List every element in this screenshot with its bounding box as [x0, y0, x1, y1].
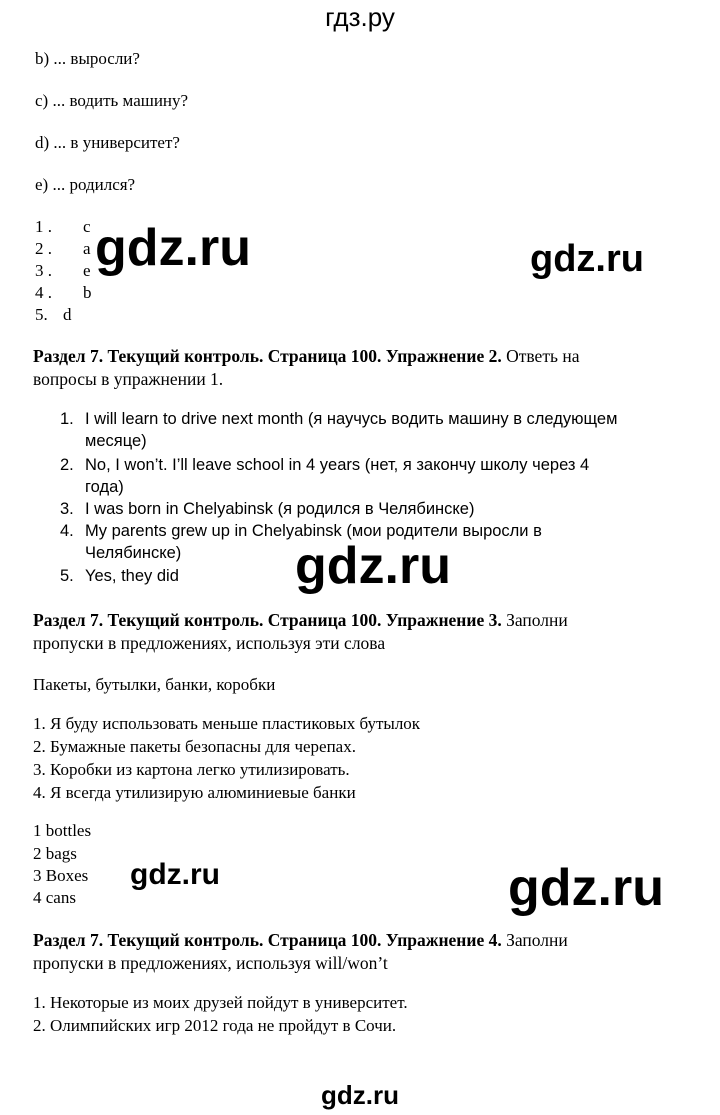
- match-val: a: [83, 239, 91, 258]
- ex3-answer: 2 bags: [33, 844, 77, 863]
- match-num: 1 .: [35, 217, 52, 236]
- ex2-item-4-cont: Челябинске): [85, 544, 182, 562]
- ex4-title-bold: Раздел 7. Текущий контроль. Страница 100. Упражнение 4.: [33, 930, 502, 950]
- ex2-item-5: 5. Yes, they did: [60, 567, 179, 585]
- ex2-item-4: 4. My parents grew up in Chelyabinsk (мои родители выросли в: [60, 522, 542, 540]
- question-c: c) ... водить машину?: [35, 91, 189, 110]
- match-num: 2 .: [35, 239, 52, 258]
- question-b: b) ... выросли?: [35, 49, 140, 68]
- ex2-item-1-cont: месяце): [85, 432, 147, 450]
- ex3-title-line2: пропуски в предложениях, используя эти слова: [33, 633, 386, 653]
- match-val: b: [83, 283, 92, 302]
- match-num: 3 .: [35, 261, 52, 280]
- question-e: e) ... родился?: [35, 175, 136, 194]
- ex2-item-1: 1. I will learn to drive next month (я научусь водить машину в следующем: [60, 410, 618, 428]
- ex3-sentence: 4. Я всегда утилизирую алюминиевые банки: [33, 783, 356, 802]
- match-answer-row: [35, 239, 91, 259]
- match-val: c: [83, 217, 91, 236]
- ex4-title: [33, 929, 685, 975]
- ex3-answer: 4 cans: [33, 888, 76, 907]
- ex2-item-2: 2. No, I won’t. I’ll leave school in 4 years (нет, я закончу школу через 4: [60, 456, 590, 474]
- ex3-title: [33, 609, 685, 655]
- ex2-title-line2: вопросы в упражнении 1.: [33, 369, 224, 389]
- ex2-item-3: 3. I was born in Chelyabinsk (я родился в Челябинске): [60, 500, 475, 518]
- match-num: 4 .: [35, 283, 52, 302]
- ex2-title-rest: Ответь на: [501, 346, 580, 366]
- ex4-sentence: 1. Некоторые из моих друзей пойдут в университет.: [33, 993, 408, 1012]
- ex3-sentence: 2. Бумажные пакеты безопасны для черепах.: [33, 737, 356, 756]
- ex3-answer: 1 bottles: [33, 821, 92, 840]
- match-val: d: [63, 305, 72, 324]
- match-answer-row: [35, 305, 72, 325]
- watermark-logo: gdz.ru: [530, 238, 644, 280]
- ex2-title: [33, 345, 685, 391]
- ex2-title-bold: Раздел 7. Текущий контроль. Страница 100. Упражнение 2.: [33, 346, 502, 366]
- ex4-sentence: 2. Олимпийских игр 2012 года не пройдут в Сочи.: [33, 1016, 397, 1035]
- match-answer-row: [35, 261, 91, 281]
- question-d: d) ... в университет?: [35, 133, 180, 152]
- watermark-footer: gdz.ru: [321, 1080, 399, 1110]
- ex3-answer: 3 Boxes: [33, 866, 89, 885]
- watermark-logo: gdz.ru: [508, 859, 664, 917]
- ex4-title-rest: Заполни: [501, 930, 568, 950]
- ex3-sentence: 1. Я буду использовать меньше пластиковых бутылок: [33, 714, 421, 733]
- ex2-item-2-cont: года): [85, 478, 124, 496]
- watermark-logo: gdz.ru: [295, 537, 451, 595]
- site-header: гдз.ру: [325, 2, 395, 32]
- ex4-title-line2: пропуски в предложениях, используя will/won’t: [33, 953, 388, 973]
- ex3-sentence: 3. Коробки из картона легко утилизировать.: [33, 760, 350, 779]
- match-num: 5.: [35, 305, 48, 324]
- match-answer-row: [35, 217, 91, 237]
- watermark-logo: gdz.ru: [130, 858, 220, 891]
- match-val: e: [83, 261, 91, 280]
- ex3-title-bold: Раздел 7. Текущий контроль. Страница 100. Упражнение 3.: [33, 610, 502, 630]
- match-answer-row: [35, 283, 92, 303]
- ex3-title-rest: Заполни: [501, 610, 568, 630]
- ex3-words: Пакеты, бутылки, банки, коробки: [33, 675, 276, 694]
- watermark-logo: gdz.ru: [95, 219, 251, 277]
